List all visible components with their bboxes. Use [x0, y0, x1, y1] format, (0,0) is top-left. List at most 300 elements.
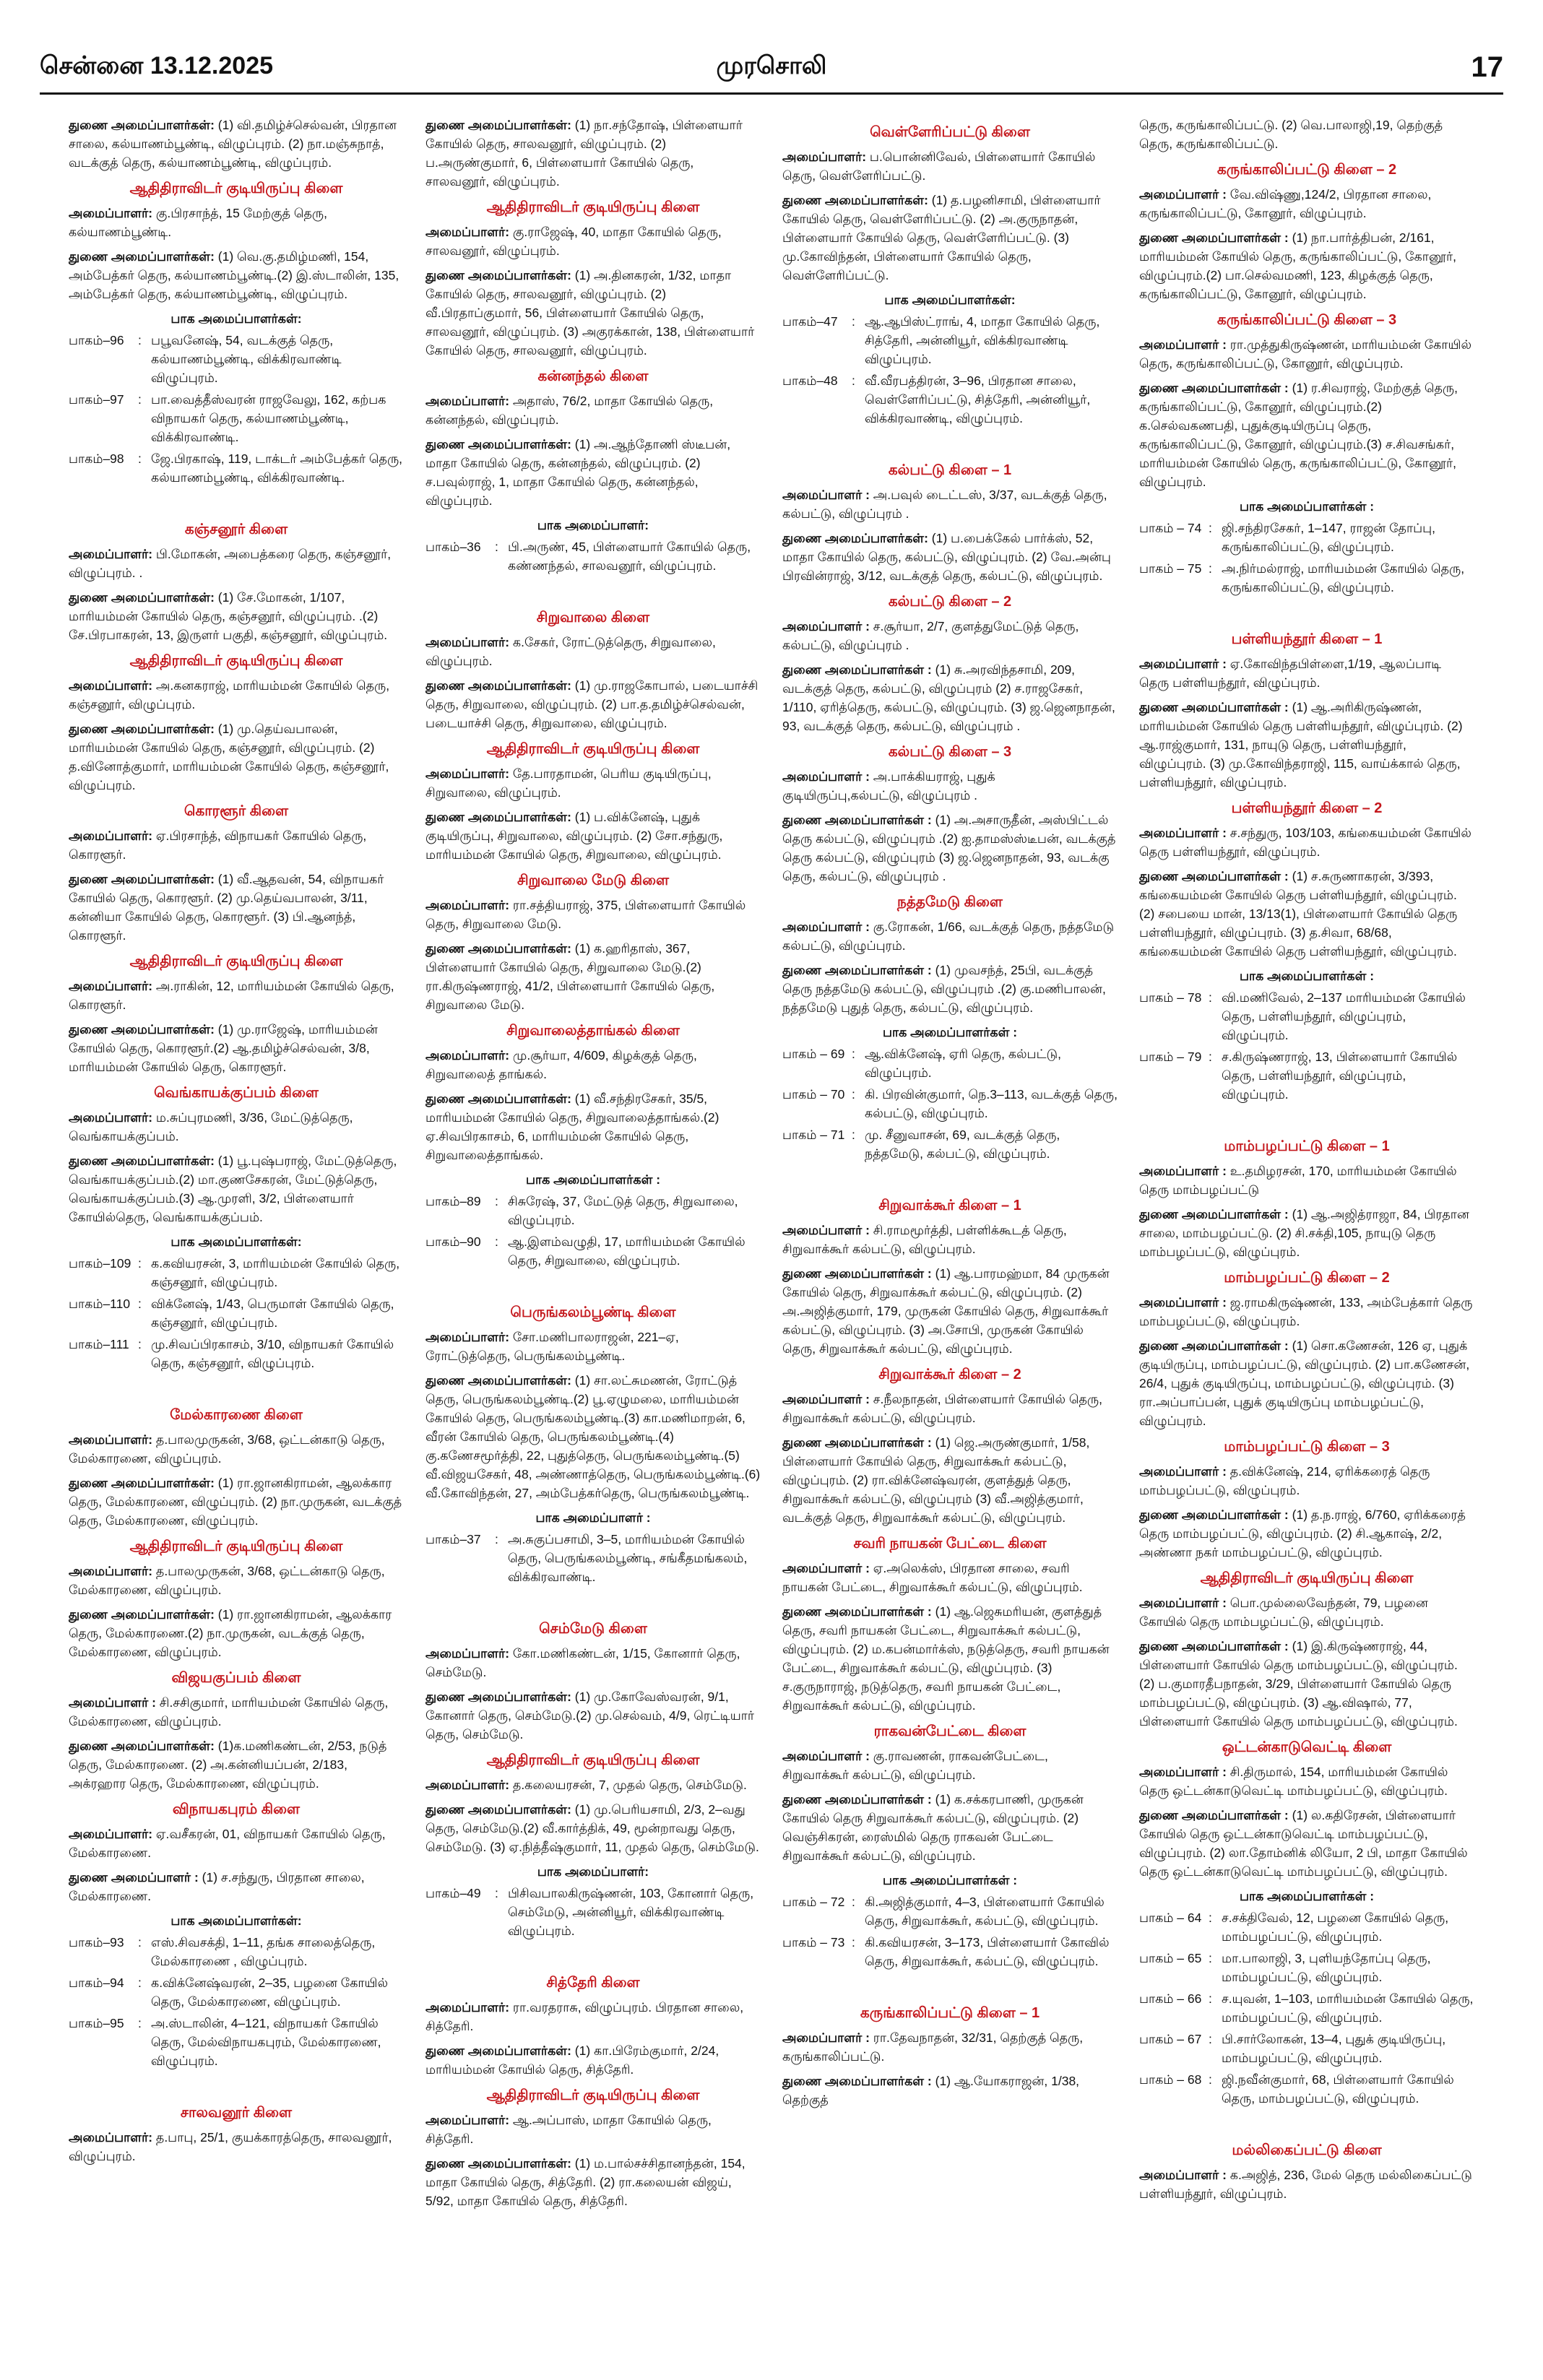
booth-row — [1139, 2030, 1474, 2067]
office-bearer-entry — [425, 1328, 761, 1365]
branch-heading: சிறுவாக்கூர் கிளை – 2 — [878, 1367, 1021, 1382]
newspaper-name: முரசொலி — [716, 51, 827, 79]
role-label: துணை அமைப்பாளர்கள் : — [782, 1792, 932, 1806]
role-label: அமைப்பாளர் : — [782, 769, 870, 784]
booth-details: ச.கிருஷ்ணராஜ், 13, பிள்ளையார் கோயில் தெரு, பள்ளியந்தூர், விழுப்புரம், விழுப்புரம். — [1222, 1050, 1458, 1102]
role-details: பொ.முல்லைவேந்தன், 79, பழனை கோயில் தெரு மாம்பழப்பட்டு, விழுப்புரம். — [1139, 1596, 1428, 1629]
separator: : — [1209, 990, 1212, 1005]
separator: : — [1209, 561, 1212, 576]
office-bearer-entry — [1139, 867, 1474, 961]
booth-number: பாகம்–89 — [425, 1194, 481, 1208]
office-bearer-entry — [425, 222, 761, 260]
office-bearer-entry — [782, 1221, 1118, 1258]
role-details: கு.ராஜேஷ், 40, மாதா கோயில் தெரு, சாலவனூர், விழுப்புரம். — [425, 225, 722, 258]
role-label: அமைப்பாளர்: — [69, 828, 153, 843]
booth-details: ச.யுவன், 1–103, மாரியம்மன் கோயில் தெரு, மாம்பழப்பட்டு, விழுப்புரம். — [1222, 1991, 1474, 2025]
role-details: (1) அ.அசாருதீன், அஸ்பிட்டல் தெரு கல்பட்டு, விழுப்புரம் .(2) ஐ.தாமஸ்ஸ்டீபன், வடக்குத் தெரு கல்பட்டு, விழுப்புரம் (3) ஜ.ஜெனநாதன், 93, வடக்கு தெரு, கல்பட்டு, விழுப்புரம் . — [782, 813, 1116, 883]
office-bearer-entry — [69, 1151, 404, 1226]
role-label: துணை அமைப்பாளர்கள்: — [425, 941, 571, 956]
role-label: அமைப்பாளர் : — [1139, 1164, 1227, 1178]
role-label: அமைப்பாளர்: — [425, 1330, 510, 1344]
booth-number: பாகம்–96 — [69, 333, 124, 347]
booth-row — [1139, 1047, 1474, 1104]
office-bearer-entry — [69, 676, 404, 714]
role-label: துணை அமைப்பாளர்கள் : — [782, 813, 932, 827]
office-bearer-entry — [782, 961, 1118, 1017]
office-bearer-entry — [69, 116, 404, 172]
role-label: அமைப்பாளர்: — [425, 2000, 510, 2015]
office-bearer-entry — [425, 633, 761, 670]
role-details: (1) ப.பைக்கேல் பார்க்ஸ், 52, மாதா கோயில் தெரு, கல்பட்டு, விழுப்புரம். (2) வே.அன்பு பிரவின்ராஜ், 3/12, வடக்குத் தெரு, கல்பட்டு, விழுப்புரம். — [782, 531, 1111, 583]
section-subheading: பாக அமைப்பாளர்: — [537, 518, 649, 532]
role-details: அ.பாக்கியராஜ், புதுக் குடியிருப்பு,கல்பட்டு, விழுப்புரம் . — [782, 769, 995, 802]
booth-number: பாகம் – 65 — [1139, 1951, 1202, 1965]
role-label: அமைப்பாளர்: — [425, 1646, 510, 1661]
role-label: துணை அமைப்பாளர்கள் : — [1139, 230, 1289, 245]
role-details: தே.பாரதாமன், பெரிய குடியிருப்பு, சிறுவாலை, விழுப்புரம். — [425, 766, 712, 800]
role-details: கோ.மணிகண்டன், 1/15, கோனார் தெரு, செம்மேடு. — [425, 1646, 740, 1679]
role-label: அமைப்பாளர்: — [425, 898, 510, 912]
booth-details: க.கவியரசன், 3, மாரியம்மன் கோயில் தெரு, கஞ்சனூர், விழுப்புரம். — [151, 1256, 400, 1289]
role-details: ரா.தேவநாதன், 32/31, தெற்குத் தெரு, கருங்காலிப்பட்டு. — [782, 2030, 1084, 2064]
booth-number: பாகம்–111 — [69, 1337, 129, 1351]
branch-heading: சிறுவாலை கிளை — [536, 610, 650, 626]
booth-details: சிசுரேஷ், 37, மேட்டுத் தெரு, சிறுவாலை, விழுப்புரம். — [508, 1194, 738, 1227]
role-details: ரா.வரதராசு, விழுப்புரம். பிரதான சாலை, சித்தேரி. — [425, 2000, 744, 2033]
branch-heading: கல்பட்டு கிளை – 3 — [888, 744, 1012, 760]
booth-row — [1139, 2070, 1474, 2108]
role-label: அமைப்பாளர்: — [425, 394, 510, 408]
office-bearer-entry — [1139, 698, 1474, 792]
branch-heading: வெள்ளேரிப்பட்டு கிளை — [870, 124, 1030, 140]
role-details: த.பாபு, 25/1, குயக்காரத்தெரு, சாலவனூர், விழுப்புரம். — [69, 2130, 392, 2163]
branch-heading: ஆதிதிராவிடர் குடியிருப்பு கிளை — [129, 653, 343, 669]
office-bearer-entry — [1139, 1593, 1474, 1631]
office-bearer-entry — [782, 1747, 1118, 1784]
role-details: (1)க.மணிகண்டன், 2/53, நடுத் தெரு, மேல்காரணை. (2) அ.கன்னியப்பன், 2/183, அக்ரஹார தெரு, மேல்காரணை, விழுப்புரம். — [69, 1739, 387, 1791]
role-details: (1) வி.தமிழ்ச்செல்வன், பிரதான சாலை, கல்யாணம்பூண்டி, விழுப்புரம். (2) நா.மஞ்சுநாத், வடக்குத் தெரு, கல்யாணம்பூண்டி, விழுப்புரம். — [69, 118, 397, 170]
role-details: (1) மு.பெரியசாமி, 2/3, 2–வது தெரு, செம்மேடு.(2) வீ.கார்த்திக், 49, மூன்றாவது தெரு, செம்மேடு. (3) ஏ.நித்தீஷ்குமார், 11, முதல் தெரு, செம்மேடு. — [425, 1802, 759, 1854]
section-subheading: பாக அமைப்பாளர்கள் : — [882, 1025, 1018, 1039]
separator: : — [852, 314, 855, 329]
booth-details: எஸ்.சிவசக்தி, 1–11, தங்க சாலைத்தெரு, மேல்காரணை , விழுப்புரம். — [151, 1935, 376, 1968]
booth-details: ஜி.சந்திரசேகர், 1–147, ராஜன் தோப்பு, கருங்காலிப்பட்டு, விழுப்புரம். — [1222, 521, 1435, 554]
office-bearer-entry — [69, 1108, 404, 1146]
office-bearer-entry — [69, 870, 404, 945]
role-label: அமைப்பாளர் : — [782, 1561, 870, 1575]
role-label: அமைப்பாளர்: — [69, 1110, 153, 1125]
role-details: (1) ச.சந்துரு, பிரதான சாலை, மேல்காரணை. — [69, 1870, 365, 1903]
separator: : — [852, 1047, 855, 1061]
role-label: துணை அமைப்பாளர்கள்: — [69, 249, 215, 264]
office-bearer-entry — [782, 191, 1118, 285]
role-label: அமைப்பாளர்: — [425, 1048, 510, 1063]
office-bearer-entry — [425, 266, 761, 360]
booth-details: மா.பாலாஜி, 3, புளியந்தோப்பு தெரு, மாம்பழப்பட்டு, விழுப்புரம். — [1222, 1951, 1431, 1984]
role-details: (1) த.ந.ராஜ், 6/760, ஏரிக்கரைத் தெரு மாம்பழப்பட்டு, விழுப்புரம். (2) சி.ஆகாஷ், 2/2, அண்ணா நகர் மாம்பழப்பட்டு, விழுப்புரம். — [1139, 1507, 1466, 1559]
booth-number: பாகம் – 73 — [782, 1935, 845, 1950]
role-details: அ.ராகின், 12, மாரியம்மன் கோயில் தெரு, கொரளூர். — [69, 979, 394, 1012]
role-details: (1) க.ஹரிதாஸ், 367, பிள்ளையார் கோயில் தெரு, சிறுவாலை மேடு.(2) ரா.கிருஷ்ணராஜ், 41/2, பிள்ளையார் கோயில் தெரு, சிறுவாலை மேடு. — [425, 941, 715, 1012]
role-label: அமைப்பாளர் : — [1139, 1464, 1227, 1479]
role-label: அமைப்பாளர் : — [782, 619, 870, 633]
booth-details: அ.ஸ்டாலின், 4–121, விநாயகர் கோயில் தெரு, மேல்விநாயகபுரம், மேல்காரணை, விழுப்புரம். — [151, 2016, 381, 2068]
branch-heading: சிறுவாக்கூர் கிளை – 1 — [878, 1198, 1021, 1213]
booth-details: ச.சக்திவேல், 12, பழனை கோயில் தெரு, மாம்பழப்பட்டு, விழுப்புரம். — [1222, 1911, 1449, 1944]
office-bearer-entry — [69, 1736, 404, 1793]
booth-number: பாகம்–90 — [425, 1234, 481, 1249]
section-subheading: பாக அமைப்பாளர்கள் : — [1239, 1889, 1375, 1903]
booth-row — [69, 1254, 404, 1291]
role-label: துணை அமைப்பாளர்கள்: — [425, 437, 571, 451]
separator: : — [1209, 1050, 1212, 1064]
office-bearer-entry — [782, 1264, 1118, 1358]
role-details: சி.சசிகுமார், மாரியம்மன் கோயில் தெரு, மேல்காரணை, விழுப்புரம். — [69, 1695, 389, 1728]
role-details: (1) ஜெ.அருண்குமார், 1/58, பிள்ளையார் கோயில் தெரு, சிறுவாக்கூர் கல்பட்டு, விழுப்புரம். (2) ரா.விக்னேஷ்வரன், குளத்துத் தெரு, சிறுவாக்கூர் கல்பட்டு, விழுப்புரம் (3) வீ.அஜித்குமார், வடக்குத் தெரு, சிறுவாக்கூர் கல்பட்டு, விழுப்புரம். — [782, 1435, 1090, 1525]
office-bearer-entry — [782, 1433, 1118, 1527]
role-label: அமைப்பாளர்: — [425, 1778, 510, 1792]
office-bearer-entry — [1139, 228, 1474, 303]
booth-details: பபூவனேஷ், 54, வடக்குத் தெரு, கல்யாணம்பூண்டி, விக்கிரவாண்டி விழுப்புரம். — [151, 333, 342, 385]
separator: : — [852, 1128, 855, 1142]
booth-details: அ.நிர்மல்ராஜ், மாரியம்மன் கோயில் தெரு, கருங்காலிப்பட்டு, விழுப்புரம். — [1222, 561, 1465, 594]
office-bearer-entry — [782, 917, 1118, 955]
role-label: அமைப்பாளர் : — [782, 1223, 870, 1237]
booth-number: பாகம் – 75 — [1139, 561, 1202, 576]
separator: : — [852, 1895, 855, 1909]
branch-heading: வெங்காயக்குப்பம் கிளை — [154, 1085, 319, 1101]
separator: : — [138, 392, 142, 407]
role-details: அ.பவுல் டைட்டஸ், 3/37, வடக்குத் தெரு, கல்பட்டு, விழுப்புரம் . — [782, 488, 1107, 521]
role-details: ரா.சத்தியராஜ், 375, பிள்ளையார் கோயில் தெரு, சிறுவாலை மேடு. — [425, 898, 746, 931]
branch-heading: கருங்காலிப்பட்டு கிளை – 3 — [1216, 312, 1397, 328]
role-details: பி.மோகன், அபைத்கரை தெரு, கஞ்சனூர், விழுப்புரம். . — [69, 547, 392, 580]
office-bearer-entry — [782, 529, 1118, 585]
role-details: (1) நா.பார்த்திபன், 2/161, மாரியம்மன் கோயில் தெரு, கருங்காலிப்பட்டு, கோனூர், விழுப்புரம்.(2) பா.செல்வமணி, 123, கிழக்குத் தெரு, கருங்காலிப்பட்டு, கோனூர், விழுப்புரம். — [1139, 230, 1456, 301]
office-bearer-entry — [1139, 378, 1474, 491]
role-label: துணை அமைப்பாளர்கள்: — [69, 590, 215, 605]
office-bearer-entry — [425, 1687, 761, 1744]
role-label: துணை அமைப்பாளர்கள் : — [1139, 700, 1289, 714]
role-label: துணை அமைப்பாளர்கள்: — [69, 1739, 215, 1753]
office-bearer-entry — [425, 896, 761, 933]
role-label: அமைப்பாளர் : — [1139, 826, 1227, 840]
role-details: (1) சொ.கணேசன், 126 ஏ, புதுக் குடியிருப்பு, மாம்பழப்பட்டு, விழுப்புரம். (2) பா.கணேசன், 26/4, புதுக் குடியிருப்பு, மாம்பழப்பட்டு, விழுப்புரம். (3) ரா.அப்பாப்பன், புதுக் குடியிருப்பு மாம்பழப்பட்டு, விழுப்புரம். — [1139, 1338, 1470, 1428]
role-label: துணை அமைப்பாளர்கள் : — [782, 963, 932, 977]
role-label: துணை அமைப்பாளர்கள்: — [425, 2156, 571, 2171]
office-bearer-entry — [782, 147, 1118, 185]
booth-number: பாகம்–98 — [69, 451, 124, 466]
role-details: அதாஸ், 76/2, மாதா கோயில் தெரு, கன்னந்தல், விழுப்புரம். — [425, 394, 714, 427]
role-details: க.அஜித், 236, மேல் தெரு மல்லிகைப்பட்டு பள்ளியந்தூர், விழுப்புரம். — [1139, 2168, 1472, 2201]
office-bearer-entry — [69, 1605, 404, 1661]
role-details: த.பாலமுருகன், 3/68, ஒட்டன்காடு தெரு, மேல்காரணை, விழுப்புரம். — [69, 1432, 385, 1466]
role-label: அமைப்பாளர்: — [69, 206, 153, 220]
office-bearer-entry — [1139, 335, 1474, 373]
office-bearer-entry — [425, 939, 761, 1014]
office-bearer-entry — [69, 1868, 404, 1905]
office-bearer-entry — [1139, 654, 1474, 692]
role-label: துணை அமைப்பாளர்கள்: — [425, 1091, 571, 1106]
role-details: க.சேகர், ரோட்டுத்தெரு, சிறுவாலை, விழுப்புரம். — [425, 635, 716, 668]
role-label: அமைப்பாளர் : — [782, 488, 870, 502]
role-details: ஜ.ராமகிருஷ்ணன், 133, அம்பேத்கார் தெரு மாம்பழப்பட்டு, விழுப்புரம். — [1139, 1295, 1473, 1328]
booth-row — [1139, 1989, 1474, 2027]
separator: : — [852, 1087, 855, 1102]
booth-details: ஆ.ஆபிஸ்ட்ராங், 4, மாதா கோயில் தெரு, சித்தேரி, அன்னியூர், விக்கிரவாண்டி விழுப்புரம். — [865, 314, 1100, 366]
role-details: (1) மு.கோவேஸ்வரன், 9/1, கோனார் தெரு, செம்மேடு.(2) மு.செல்வம், 4/9, ரெட்டியார் தெரு, செம்மேடு. — [425, 1689, 755, 1741]
office-bearer-entry — [1139, 1637, 1474, 1731]
office-bearer-entry — [425, 1800, 761, 1856]
booth-number: பாகம்–97 — [69, 392, 124, 407]
office-bearer-entry — [782, 810, 1118, 886]
column-1 — [69, 116, 404, 2351]
branch-heading: ராகவன்பேட்டை கிளை — [873, 1723, 1026, 1739]
branch-heading: ஆதிதிராவிடர் குடியிருப்பு கிளை — [1200, 1570, 1414, 1586]
role-label: அமைப்பாளர்: — [69, 1827, 153, 1841]
separator: : — [138, 1337, 142, 1351]
booth-details: வீ.வீரபத்திரன், 3–96, பிரதான சாலை, வெள்ளேரிப்பட்டு, சித்தேரி, அன்னியூர், விக்கிரவாண்டி, விழுப்புரம். — [865, 373, 1091, 425]
separator: : — [1209, 1911, 1212, 1925]
office-bearer-entry — [782, 1390, 1118, 1427]
office-bearer-entry — [425, 2111, 761, 2148]
role-label: அமைப்பாளர்: — [69, 2130, 153, 2145]
role-label: அமைப்பாளர்: — [782, 150, 867, 164]
booth-number: பாகம்–47 — [782, 314, 838, 329]
booth-details: ஜி.நவீன்குமார், 68, பிள்ளையார் கோயில் தெரு, மாம்பழப்பட்டு, விழுப்புரம். — [1222, 2072, 1454, 2106]
booth-number: பாகம்–110 — [69, 1297, 131, 1311]
office-bearer-entry — [69, 1474, 404, 1530]
office-bearer-entry — [69, 977, 404, 1014]
separator: : — [852, 1935, 855, 1950]
booth-details: விக்னேஷ், 1/43, பெருமாள் கோயில் தெரு, கஞ்சனூர், விழுப்புரம். — [151, 1297, 394, 1330]
booth-row — [782, 1892, 1118, 1930]
role-details: (1) த.பழனிசாமி, பிள்ளையார் கோயில் தெரு, வெள்ளேரிப்பட்டு. (2) அ.குருநாதன், பிள்ளையார் கோயில் தெரு, வெள்ளேரிப்பட்டு. (3) மு.கோவிந்தன், பிள்ளையார் கோயில் தெரு, வெள்ளேரிப்பட்டு. — [782, 193, 1101, 282]
booth-number: பாகம் – 74 — [1139, 521, 1202, 535]
role-label: துணை அமைப்பாளர்கள் : — [1139, 1639, 1289, 1653]
role-label: துணை அமைப்பாளர்கள்: — [69, 118, 215, 132]
role-details: (1) முவசந்த், 25பி, வடக்குத் தெரு நத்தமேடு கல்பட்டு, விழுப்புரம் .(2) கு.மணிபாலன், நத்தமேடு புதுத் தெரு, கல்பட்டு, விழுப்புரம். — [782, 963, 1106, 1015]
branch-heading: சாலவனூர் கிளை — [180, 2105, 293, 2121]
role-label: அமைப்பாளர்: — [425, 635, 510, 649]
booth-row — [782, 1933, 1118, 1970]
office-bearer-entry — [1139, 823, 1474, 861]
booth-row — [782, 312, 1118, 368]
office-bearer-entry — [782, 660, 1118, 735]
booth-details: ஜே.பிரகாஷ், 119, டாக்டர் அம்பேத்கர் தெரு, கல்யாணம்பூண்டி, விக்கிரவாண்டி. — [151, 451, 403, 485]
role-details: த.பாலமுருகன், 3/68, ஒட்டன்காடு தெரு, மேல்காரணை, விழுப்புரம். — [69, 1564, 385, 1597]
branch-heading: ஆதிதிராவிடர் குடியிருப்பு கிளை — [486, 1752, 700, 1768]
booth-details: கி. பிரவின்குமார், நெ.3–113, வடக்குத் தெரு, கல்பட்டு, விழுப்புரம். — [865, 1087, 1118, 1120]
branch-heading: ஒட்டன்காடுவெட்டி கிளை — [1222, 1739, 1392, 1755]
role-details: சோ.மணிபாலராஜன், 221–ஏ, ரோட்டுத்தெரு, பெருங்கலம்பூண்டி. — [425, 1330, 679, 1363]
office-bearer-entry — [425, 1089, 761, 1164]
role-details: ஏ.வசீகரன், 01, விநாயகர் கோயில் தெரு, மேல்காரணை. — [69, 1827, 386, 1860]
branch-heading: ஆதிதிராவிடர் குடியிருப்பு கிளை — [486, 2087, 700, 2103]
branch-heading: கல்பட்டு கிளை – 1 — [888, 462, 1012, 478]
role-details: (1) ரா.ஜானகிராமன், ஆலக்கார தெரு, மேல்காரணை, விழுப்புரம். (2) நா.முருகன், வடக்குத் தெரு, மேல்காரணை, விழுப்புரம். — [69, 1476, 402, 1528]
separator: : — [1209, 2032, 1212, 2046]
role-details: அ.கனகராஜ், மாரியம்மன் கோயில் தெரு, கஞ்சனூர், விழுப்புரம். — [69, 678, 390, 711]
office-bearer-entry — [69, 247, 404, 303]
booth-details: பி.அருண், 45, பிள்ளையார் கோயில் தெரு, கண்ணந்தல், சாலவனூர், விழுப்புரம். — [508, 540, 751, 573]
role-label: துணை அமைப்பாளர்கள்: — [69, 1476, 215, 1490]
branch-heading: சிறுவாலைத்தாங்கல் கிளை — [506, 1023, 680, 1039]
role-details: (1) ஆ.அஜித்ராஜா, 84, பிரதான சாலை, மாம்பழப்பட்டு. (2) சி.சக்தி,105, நாயுடு தெரு மாம்பழப்பட்டு, விழுப்புரம். — [1139, 1207, 1469, 1259]
booth-details: வி.மணிவேல், 2–137 மாரியம்மன் கோயில் தெரு, பள்ளியந்தூர், விழுப்புரம், விழுப்புரம். — [1222, 990, 1466, 1042]
branch-heading: பெருங்கலம்பூண்டி கிளை — [510, 1304, 676, 1320]
booth-number: பாகம் – 72 — [782, 1895, 845, 1909]
role-details: (1) பூ.புஷ்பராஜ், மேட்டுத்தெரு, வெங்காயக்குப்பம்.(2) மா.குணசேகரன், மேட்டுத்தெரு, வெங்காயக்குப்பம்.(3) ஆ.முரளி, 3/2, பிள்ளையார் கோயில்தெரு, வெங்காயக்குப்பம். — [69, 1154, 397, 1224]
office-bearer-entry — [69, 545, 404, 582]
booth-row — [1139, 988, 1474, 1044]
booth-number: பாகம் – 68 — [1139, 2072, 1202, 2087]
role-details: சி.ராமமூர்த்தி, பள்ளிக்கூடத் தெரு, சிறுவாக்கூர் கல்பட்டு, விழுப்புரம். — [782, 1223, 1067, 1256]
booth-details: ஆ.விக்னேஷ், ஏரி தெரு, கல்பட்டு, விழுப்புரம். — [865, 1047, 1061, 1080]
office-bearer-entry — [1139, 1806, 1474, 1881]
role-label: அமைப்பாளர் : — [782, 2030, 870, 2045]
role-label: துணை அமைப்பாளர்கள்: — [69, 872, 215, 886]
office-bearer-entry — [69, 719, 404, 795]
separator: : — [138, 451, 142, 466]
booth-number: பாகம் – 71 — [782, 1128, 845, 1142]
role-label: துணை அமைப்பாளர்கள்: — [425, 810, 571, 824]
office-bearer-entry — [1139, 2165, 1474, 2203]
role-details: (1) சா.லட்சுமணன், ரோட்டுத் தெரு, பெருங்கலம்பூண்டி.(2) பூ.ஏழுமலை, மாரியம்மன் கோயில் தெரு, பெருங்கலம்பூண்டி.(3) கா.மணிமாறன், 6, வீரன் கோயில் தெரு, பெருங்கலம்பூண்டி.(4) கு.கணேசமூர்த்தி, 22, புதுத்தெரு, பெருங்கலம்பூண்டி.(5) வீ.விஜயசேகர், 48, அண்ணாத்தெரு, பெருங்கலம்பூண்டி.(6) வீ.கோவிந்தன், 27, அம்பேத்கர்தெரு, பெருங்கலம்பூண்டி. — [425, 1373, 761, 1500]
office-bearer-entry — [69, 1430, 404, 1468]
role-details: (1) மு.தெய்வபாலன், மாரியம்மன் கோயில் தெரு, கஞ்சனூர், விழுப்புரம். (2) த.வினோத்குமார், மாரியம்மன் கோயில் தெரு, கஞ்சனூர், விழுப்புரம். — [69, 722, 389, 792]
separator: : — [1209, 1951, 1212, 1965]
role-details: (1) வீ.ஆதவன், 54, விநாயகர் கோயில் தெரு, கொரளூர். (2) மு.தெய்வபாலன், 3/11, கன்னியா கோயில் தெரு, கொரளூர். (3) பி.ஆனந்த், கொரளூர். — [69, 872, 384, 943]
column-4 — [1139, 116, 1474, 2351]
booth-row — [69, 449, 404, 487]
role-details: (1) சு.அரவிந்தசாமி, 209, வடக்குத் தெரு, கல்பட்டு, விழுப்புரம் (2) ச.ராஜசேகர், 1/110, ஏரித்தெரு, கல்பட்டு, விழுப்புரம். (3) ஜ.ஜெனநாதன், 93, வடக்குத் தெரு, கல்பட்டு, விழுப்புரம் . — [782, 662, 1115, 733]
role-details: த.விக்னேஷ், 214, ஏரிக்கரைத் தெரு மாம்பழப்பட்டு, விழுப்புரம். — [1139, 1464, 1430, 1497]
article-columns — [69, 116, 1474, 2351]
booth-number: பாகம் – 64 — [1139, 1911, 1202, 1925]
office-bearer-entry — [425, 116, 761, 191]
booth-row — [782, 371, 1118, 428]
role-label: துணை அமைப்பாளர்கள் : — [782, 2074, 932, 2088]
office-bearer-entry — [425, 764, 761, 802]
booth-number: பாகம்–94 — [69, 1976, 124, 1990]
office-bearer-entry — [425, 2041, 761, 2079]
section-subheading: பாக அமைப்பாளர்கள் : — [882, 1873, 1018, 1887]
office-bearer-entry — [425, 1046, 761, 1083]
role-label: அமைப்பாளர் : — [1139, 187, 1227, 202]
role-label: துணை அமைப்பாளர்கள்: — [425, 1689, 571, 1704]
office-bearer-entry — [782, 1790, 1118, 1865]
role-details: கு.ரோகன், 1/66, வடக்குத் தெரு, நத்தமேடு கல்பட்டு, விழுப்புரம். — [782, 919, 1115, 953]
role-label: அமைப்பாளர்: — [69, 547, 153, 561]
role-label: துணை அமைப்பாளர்கள் : — [782, 1604, 932, 1619]
office-bearer-entry — [1139, 1293, 1474, 1330]
office-bearer-entry — [69, 1020, 404, 1076]
section-subheading: பாக அமைப்பாளர்கள்: — [170, 311, 302, 326]
role-label: துணை அமைப்பாளர்கள்: — [425, 1802, 571, 1817]
role-details: கு.ராவணன், ராகவன்பேட்டை, சிறுவாக்கூர் கல்பட்டு, விழுப்புரம். — [782, 1749, 1048, 1782]
section-subheading: பாக அமைப்பாளர்கள்: — [884, 293, 1016, 307]
role-details: (1) ஆ.ஜெசுமரியன், குளத்துத் தெரு, சவரி நாயகன் பேட்டை, சிறுவாக்கூர் கல்பட்டு, விழுப்புரம். (2) ம.கபன்மார்க்ஸ், நடுத்தெரு, சவரி நாயகன் பேட்டை, சிறுவாக்கூர் கல்பட்டு, விழுப்புரம். (3) ச.குருநாராஜ், நடுத்தெரு, சவரி நாயகன் பேட்டை, சிறுவாக்கூர் கல்பட்டு, விழுப்புரம். — [782, 1604, 1110, 1713]
role-details: ரா.முத்துகிருஷ்ணன், மாரியம்மன் கோயில் தெரு, கருங்காலிப்பட்டு, கோனூர், விழுப்புரம். — [1139, 337, 1472, 371]
role-details: ம.சுப்புரமணி, 3/36, மேட்டுத்தெரு, வெங்காயக்குப்பம். — [69, 1110, 353, 1143]
office-bearer-entry — [425, 808, 761, 864]
branch-heading: பள்ளியந்தூர் கிளை – 2 — [1231, 800, 1383, 816]
office-bearer-entry — [782, 1559, 1118, 1596]
separator: : — [1209, 2072, 1212, 2087]
booth-row — [1139, 1949, 1474, 1986]
booth-row — [425, 537, 761, 575]
office-bearer-entry — [782, 617, 1118, 654]
office-bearer-entry — [425, 1644, 761, 1682]
booth-details: கி.அஜித்குமார், 4–3, பிள்ளையார் கோயில் தெரு, சிறுவாக்கூர், கல்பட்டு, விழுப்புரம். — [865, 1895, 1105, 1928]
branch-heading: கஞ்சனூர் கிளை — [184, 522, 288, 537]
role-details: ஏ.அலெக்ஸ், பிரதான சாலை, சவரி நாயகன் பேட்டை, சிறுவாக்கூர் கல்பட்டு, விழுப்புரம். — [782, 1561, 1083, 1594]
section-subheading: பாக அமைப்பாளர் : — [535, 1510, 651, 1525]
section-subheading: பாக அமைப்பாளர்கள் : — [1239, 499, 1375, 514]
role-details: (1) ஆ.பாரமஹ்மா, 84 முருகன் கோயில் தெரு, சிறுவாக்கூர் கல்பட்டு, விழுப்புரம். (2) அ.அஜித்குமார், 179, முருகன் கோயில் தெரு, சிறுவாக்கூர் கல்பட்டு, விழுப்புரம். (3) அ.சோபி, முருகன் கோயில் தெரு, சிறுவாக்கூர் கல்பட்டு, விழுப்புரம். — [782, 1266, 1110, 1356]
office-bearer-entry — [1139, 1205, 1474, 1261]
separator: : — [138, 1976, 142, 1990]
booth-row — [425, 1192, 761, 1229]
booth-number: பாகம் – 79 — [1139, 1050, 1202, 1064]
booth-details: பா.வைத்தீஸ்வரன் ராஜவேலு, 162, கற்பக விநாயகர் தெரு, கல்யாணம்பூண்டி, விக்கிரவாண்டி. — [151, 392, 386, 444]
masthead — [40, 42, 1503, 95]
booth-row — [1139, 519, 1474, 556]
separator: : — [1209, 1991, 1212, 2006]
branch-heading: சித்தேரி கிளை — [546, 1975, 640, 1991]
role-details: (1) வெ.கு.தமிழ்மணி, 154, அம்பேத்கர் தெரு, கல்யாணம்பூண்டி.(2) இ.ஸ்டாலின், 135, அம்பேத்கர் தெரு, கல்யாணம்பூண்டி, விழுப்புரம். — [69, 249, 399, 301]
separator: : — [138, 1935, 142, 1950]
role-label: துணை அமைப்பாளர்கள்: — [69, 1607, 215, 1622]
role-label: அமைப்பாளர் : — [1139, 1765, 1227, 1779]
branch-heading: ஆதிதிராவிடர் குடியிருப்பு கிளை — [486, 199, 700, 215]
booth-number: பாகம் – 69 — [782, 1047, 845, 1061]
booth-number: பாகம் – 67 — [1139, 2032, 1202, 2046]
role-details: கு.பிரசாந்த், 15 மேற்குத் தெரு, கல்யாணம்பூண்டி. — [69, 206, 327, 239]
separator: : — [852, 373, 855, 388]
booth-details: மு.சிவப்பிரகாசம், 3/10, விநாயகர் கோயில் தெரு, கஞ்சனூர், விழுப்புரம். — [151, 1337, 394, 1370]
booth-row — [425, 1884, 761, 1940]
column-2 — [425, 116, 761, 2351]
role-details: (1) ஆ.யோகராஜன், 1/38, தெற்குத் — [782, 2074, 1080, 2107]
role-label: துணை அமைப்பாளர்கள்: — [425, 118, 571, 132]
role-details: (1) வீ.சந்திரசேகர், 35/5, மாரியம்மன் கோயில் தெரு, சிறுவாலைத்தாங்கல்.(2) ஏ.சிவபிரகாசம், 6, மாரியம்மன் கோயில் தெரு, சிறுவாலைத்தாங்கல். — [425, 1091, 719, 1162]
office-bearer-entry — [1139, 185, 1474, 222]
role-label: துணை அமைப்பாளர்கள் : — [1139, 869, 1289, 883]
role-label: துணை அமைப்பாளர்கள் : — [1139, 1507, 1289, 1522]
role-details: (1) இ.கிருஷ்ணராஜ், 44, பிள்ளையார் கோயில் தெரு மாம்பழப்பட்டு, விழுப்புரம். (2) ப.குமாரதீபநாதன், 3/29, பிள்ளையார் கோயில் தெரு மாம்பழப்பட்டு, விழுப்புரம். (3) ஆ.விஷால், 77, பிள்ளையார் கோயில் தெரு மாம்பழப்பட்டு, விழுப்புரம். — [1139, 1639, 1458, 1728]
role-details: (1) ல.கதிரேசன், பிள்ளையார் கோயில் தெரு ஒட்டன்காடுவெட்டி மாம்பழப்பட்டு, விழுப்புரம். (2) லா.தோம்னிக் லியோ, 2 பி, மாதா கோயில் தெரு ஒட்டன்காடுவெட்டி மாம்பழப்பட்டு, விழுப்புரம். — [1139, 1808, 1468, 1879]
role-label: அமைப்பாளர் : — [1139, 337, 1227, 352]
booth-number: பாகம் – 78 — [1139, 990, 1202, 1005]
role-label: துணை அமைப்பாளர்கள் : — [1139, 1338, 1289, 1353]
booth-row — [1139, 559, 1474, 597]
booth-details: பி.சார்லோகன், 13–4, புதுக் குடியிருப்பு, மாம்பழப்பட்டு, விழுப்புரம். — [1222, 2032, 1446, 2065]
role-details: சி.திருமால், 154, மாரியம்மன் கோயில் தெரு ஒட்டன்காடுவெட்டி மாம்பழப்பட்டு, விழுப்புரம். — [1139, 1765, 1448, 1798]
branch-heading: விஜயகுப்பம் கிளை — [171, 1670, 301, 1686]
role-details: ஆ.அப்பாஸ், மாதா கோயில் தெரு, சித்தேரி. — [425, 2113, 712, 2146]
branch-heading: ஆதிதிராவிடர் குடியிருப்பு கிளை — [129, 1539, 343, 1554]
branch-heading: நத்தமேடு கிளை — [897, 894, 1003, 910]
branch-heading: மாம்பழப்பட்டு கிளை – 1 — [1224, 1138, 1390, 1154]
booth-row — [69, 390, 404, 446]
booth-row — [69, 2014, 404, 2070]
role-details: (1) க.சக்கரபாணி, முருகன் கோயில் தெரு சிறுவாக்கூர் கல்பட்டு, விழுப்புரம். (2) வெஞ்சிகரன், ரைஸ்மில் தெரு ராகவன் பேட்டை சிறுவாக்கூர் கல்பட்டு, விழுப்புரம். — [782, 1792, 1084, 1863]
role-details: ச.சூர்யா, 2/7, குளத்துமேட்டுத் தெரு, கல்பட்டு, விழுப்புரம் . — [782, 619, 1079, 652]
booth-number: பாகம்–49 — [425, 1886, 481, 1900]
role-details: (1) கா.பிரேம்குமார், 2/24, மாரியம்மன் கோயில் தெரு, சித்தேரி. — [425, 2043, 719, 2077]
